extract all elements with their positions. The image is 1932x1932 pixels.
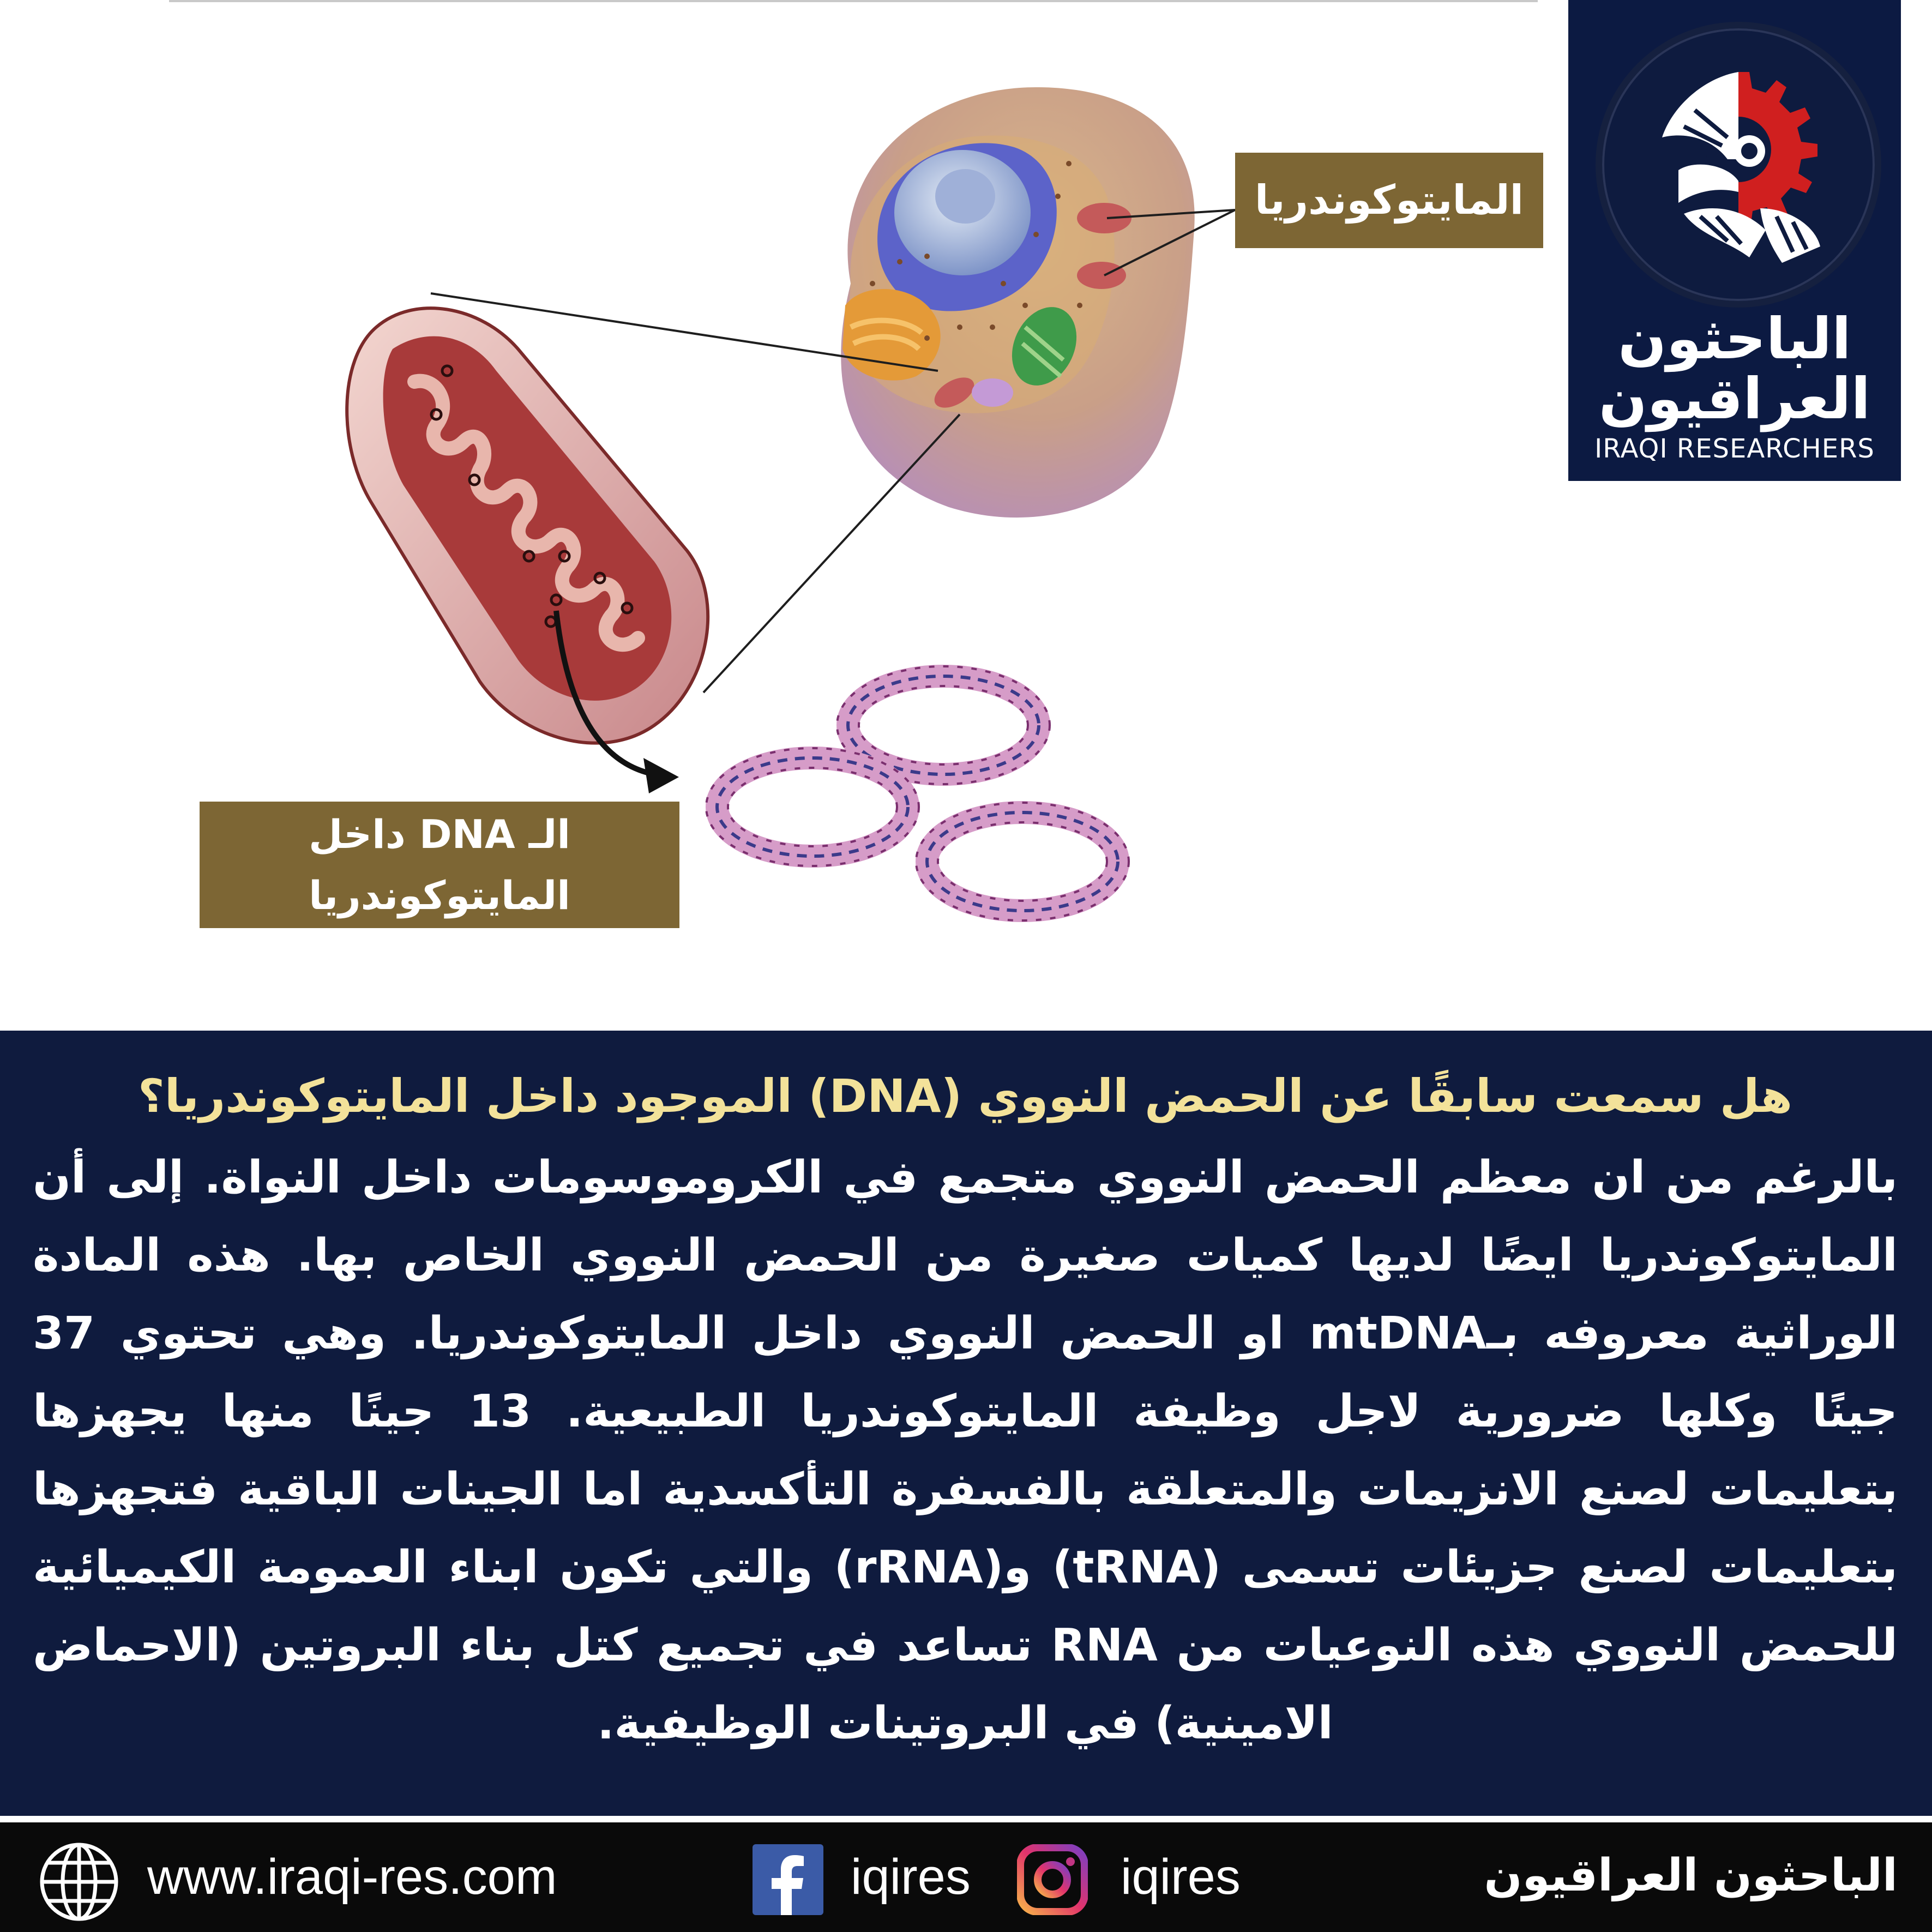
- mtdna-label-line1: الـ DNA داخل: [309, 811, 570, 857]
- instagram-handle-link[interactable]: iqires: [1121, 1849, 1241, 1905]
- mtdna-label-line2: المايتوكوندريا: [309, 872, 570, 918]
- iraqi-researchers-logo: [1568, 0, 1901, 481]
- footer: [0, 1822, 1932, 1932]
- footer-divider: [0, 1816, 1932, 1822]
- facebook-icon[interactable]: [753, 1844, 823, 1915]
- logo-name-line1: الباحثون: [1618, 305, 1851, 372]
- website-link[interactable]: www.iraqi-res.com: [147, 1849, 557, 1905]
- mitochondria-label: المايتوكوندريا: [1235, 153, 1543, 248]
- info-panel: [0, 1031, 1932, 1816]
- instagram-icon[interactable]: [1017, 1844, 1088, 1915]
- globe-icon: [38, 1841, 120, 1923]
- facebook-handle-link[interactable]: iqires: [851, 1849, 971, 1905]
- brain-gear-icon: [1602, 28, 1875, 301]
- footer-brand-name: الباحثون العراقيون: [1484, 1850, 1898, 1901]
- logo-emblem: [1596, 22, 1881, 308]
- logo-name-line2: العراقيون: [1598, 365, 1871, 432]
- logo-name-english: IRAQI RESEARCHERS: [1594, 434, 1875, 464]
- mtdna-label: [200, 802, 679, 928]
- mitochondrion-enlarged: [347, 308, 708, 743]
- panel-body: بالرغم من ان معظم الحمض النووي متجمع في الكروموسومات داخل النواة. إلى أن المايتوكوندريا ايضًا لديها كميات صغيرة من الحمض النووي الخاص بها. هذه المادة الوراثية معروفه بـmtDNA او الحمض النووي داخل المايتوكوندريا. وهي تحتوي 37 جينًا وكلها ضرورية لاجل وظيفة المايتوكوندريا الطبيعية. 13 جينًا منها يجهزها بتعليمات لصنع الانزيمات والمتعلقة بالفسفرة التأكسدية اما الجينات الباقية فتجهزها بتعليمات لصنع جزيئات تسمى (tRNA) و(rRNA) والتي تكون ابناء العمومة الكيميائية للحمض النووي هذه النوعيات من RNA تساعد في تجميع كتل بناء البروتين (الاحماض الامينية) في البروتينات الوظيفية.: [33, 1152, 1898, 1749]
- panel-title: هل سمعت سابقًا عن الحمض النووي (DNA) الموجود داخل المايتوكوندريا؟: [138, 1069, 1792, 1123]
- cell-shape: [841, 87, 1194, 517]
- mtdna-rings: [706, 666, 1129, 920]
